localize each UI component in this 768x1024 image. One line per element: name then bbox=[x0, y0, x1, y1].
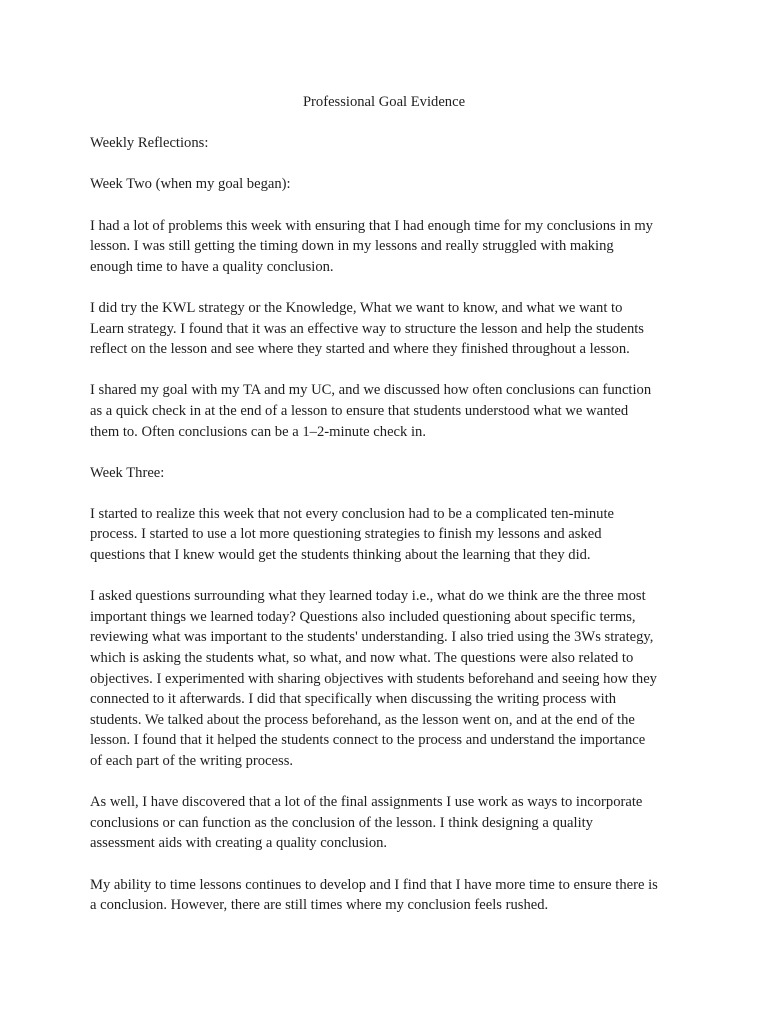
week-two-heading: Week Two (when my goal began): bbox=[90, 176, 291, 193]
week-three-heading: Week Three: bbox=[90, 464, 165, 481]
week-two-paragraph-3 bbox=[90, 380, 690, 442]
text-line: connected to it afterwards. I did that specifically when discussing the writing process with bbox=[90, 691, 617, 708]
text-line: of each part of the writing process. bbox=[90, 753, 294, 769]
text-line: students. We talked about the process beforehand, as the lesson went on, and at the end of the bbox=[90, 711, 635, 728]
week-three-paragraph-3 bbox=[90, 792, 690, 854]
text-line: them to. Often conclusions can be a 1–2-minute check in. bbox=[90, 423, 426, 440]
text-line: a conclusion. However, there are still times where my conclusion feels rushed. bbox=[90, 897, 549, 914]
text-line: important things we learned today? Questions also included questioning about specific terms, bbox=[90, 608, 636, 625]
text-line: as a quick check in at the end of a lesson to ensure that students understood what we wanted bbox=[90, 402, 629, 419]
text-line: My ability to time lessons continues to develop and I find that I have more time to ensure there is bbox=[90, 876, 658, 893]
week-three-paragraph-1 bbox=[90, 504, 690, 566]
text-line: which is asking the students what, so what, and now what. The questions were also related to bbox=[90, 650, 634, 667]
text-line: I had a lot of problems this week with ensuring that I had enough time for my conclusions in my bbox=[90, 217, 653, 234]
text-line: I did try the KWL strategy or the Knowledge, What we want to know, and what we want to bbox=[90, 299, 623, 316]
text-line: reviewing what was important to the students' understanding. I also tried using the 3Ws strategy, bbox=[90, 629, 654, 646]
text-line: reflect on the lesson and see where they started and where they finished throughout a lesson. bbox=[90, 341, 630, 358]
text-line: I started to realize this week that not every conclusion had to be a complicated ten-minute bbox=[90, 505, 614, 522]
text-line: assessment aids with creating a quality conclusion. bbox=[90, 835, 388, 852]
text-line: Learn strategy. I found that it was an effective way to structure the lesson and help the students bbox=[90, 320, 644, 337]
text-line: lesson. I was still getting the timing down in my lessons and really struggled with making bbox=[90, 238, 614, 255]
week-two-paragraph-2 bbox=[90, 298, 690, 360]
text-line: As well, I have discovered that a lot of the final assignments I use work as ways to incorporate bbox=[90, 794, 643, 811]
week-two-paragraph-1 bbox=[90, 216, 690, 278]
week-three-paragraph-2 bbox=[90, 586, 690, 771]
text-line: lesson. I found that it helped the students connect to the process and understand the importance bbox=[90, 732, 646, 749]
document-title: Professional Goal Evidence bbox=[302, 94, 466, 110]
document-body bbox=[90, 92, 690, 936]
text-line: I asked questions surrounding what they learned today i.e., what do we think are the three most bbox=[90, 588, 646, 605]
week-three-paragraph-4 bbox=[90, 875, 690, 916]
text-line: conclusions or can function as the conclusion of the lesson. I think designing a quality bbox=[90, 814, 593, 831]
text-line: enough time to have a quality conclusion. bbox=[90, 258, 334, 275]
text-line: I shared my goal with my TA and my UC, and we discussed how often conclusions can function bbox=[90, 382, 652, 399]
text-line: objectives. I experimented with sharing objectives with students beforehand and seeing how they bbox=[90, 670, 657, 687]
section-heading-weekly-reflections: Weekly Reflections: bbox=[90, 135, 209, 152]
text-line: questions that I knew would get the students thinking about the learning that they did. bbox=[90, 547, 591, 564]
text-line: process. I started to use a lot more questioning strategies to finish my lessons and asked bbox=[90, 526, 602, 543]
